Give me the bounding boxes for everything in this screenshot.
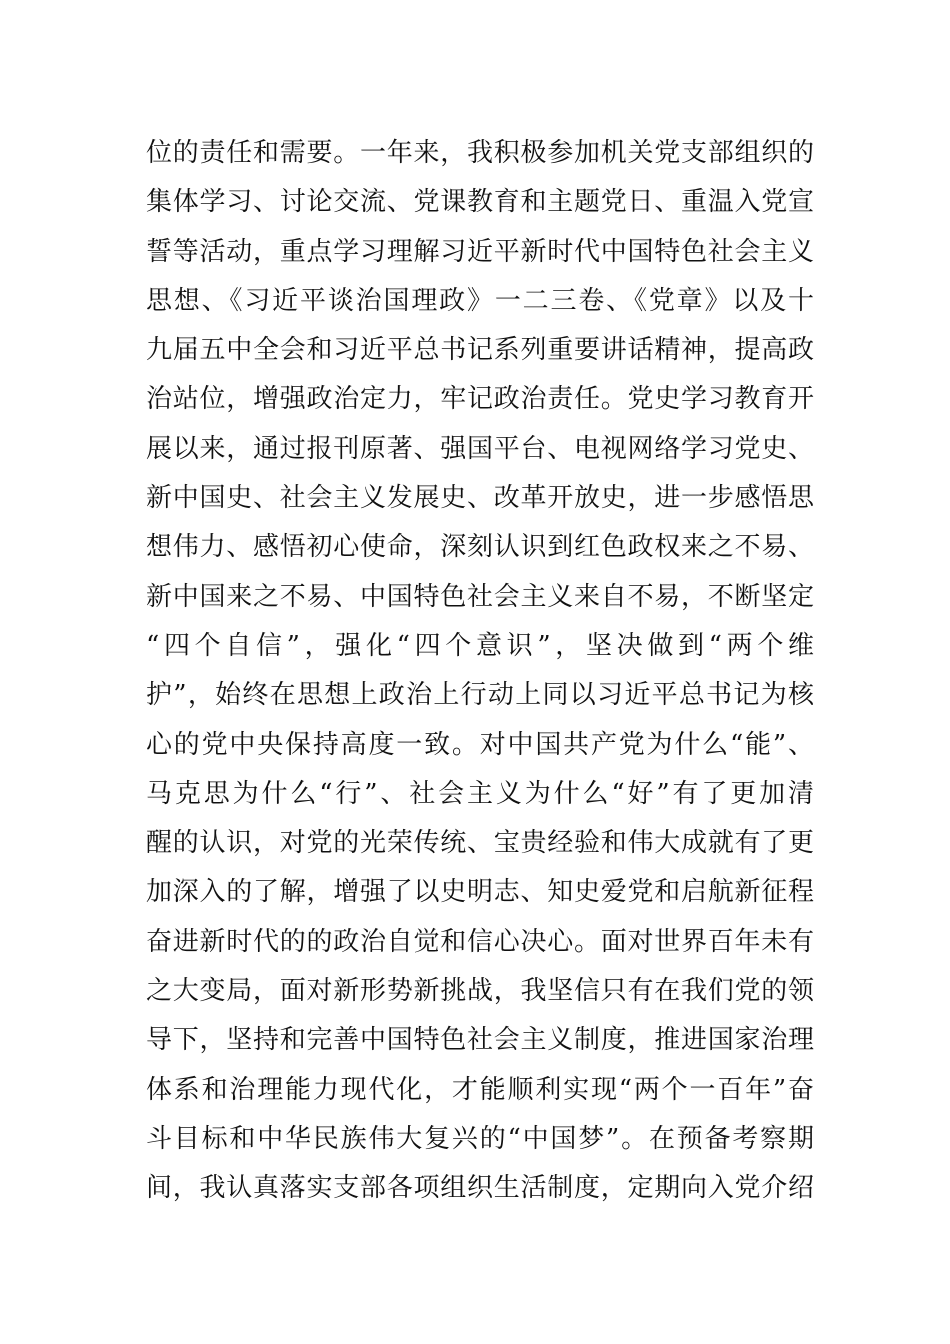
text-line: 位的责任和需要。一年来，我积极参加机关党支部组织的 bbox=[146, 138, 814, 168]
text-line: 导下，坚持和完善中国特色社会主义制度，推进国家治理 bbox=[146, 1025, 814, 1056]
text-line: 奋进新时代的的政治自觉和信心决心。面对世界百年未有 bbox=[146, 926, 814, 957]
text-line: 治站位，增强政治定力，牢记政治责任。党史学习教育开 bbox=[146, 384, 814, 415]
text-line: 思想、《习近平谈治国理政》一二三卷、《党章》以及十 bbox=[146, 285, 814, 316]
text-line: 想伟力、感悟初心使命，深刻认识到红色政权来之不易、 bbox=[146, 532, 814, 563]
text-line: 集体学习、讨论交流、党课教育和主题党日、重温入党宣 bbox=[146, 187, 814, 218]
text-line: 展以来，通过报刊原著、强国平台、电视网络学习党史、 bbox=[146, 433, 814, 464]
text-line: 新中国史、社会主义发展史、改革开放史，进一步感悟思 bbox=[146, 483, 814, 514]
text-line: 间，我认真落实支部各项组织生活制度，定期向入党介绍 bbox=[146, 1173, 814, 1204]
text-line: 誓等活动，重点学习理解习近平新时代中国特色社会主义 bbox=[146, 236, 814, 267]
body-text bbox=[146, 129, 814, 1214]
text-line: 新中国来之不易、中国特色社会主义来自不易，不断坚定 bbox=[146, 581, 814, 612]
text-line: “四个自信”，强化“四个意识”，坚决做到“两个维 bbox=[146, 630, 814, 661]
text-line: 九届五中全会和习近平总书记系列重要讲话精神，提高政 bbox=[146, 335, 814, 366]
text-line: 醒的认识，对党的光荣传统、宝贵经验和伟大成就有了更 bbox=[146, 828, 814, 859]
text-line: 心的党中央保持高度一致。对中国共产党为什么“能”、 bbox=[146, 729, 814, 760]
text-line: 体系和治理能力现代化，才能顺利实现“两个一百年”奋 bbox=[146, 1074, 814, 1105]
text-line: 护”，始终在思想上政治上行动上同以习近平总书记为核 bbox=[146, 680, 814, 711]
text-line: 加深入的了解，增强了以史明志、知史爱党和启航新征程 bbox=[146, 877, 814, 908]
text-line: 之大变局，面对新形势新挑战，我坚信只有在我们党的领 bbox=[146, 976, 814, 1007]
text-line: 马克思为什么“行”、社会主义为什么“好”有了更加清 bbox=[146, 778, 814, 809]
text-line: 斗目标和中华民族伟大复兴的“中国梦”。在预备考察期 bbox=[146, 1123, 814, 1154]
